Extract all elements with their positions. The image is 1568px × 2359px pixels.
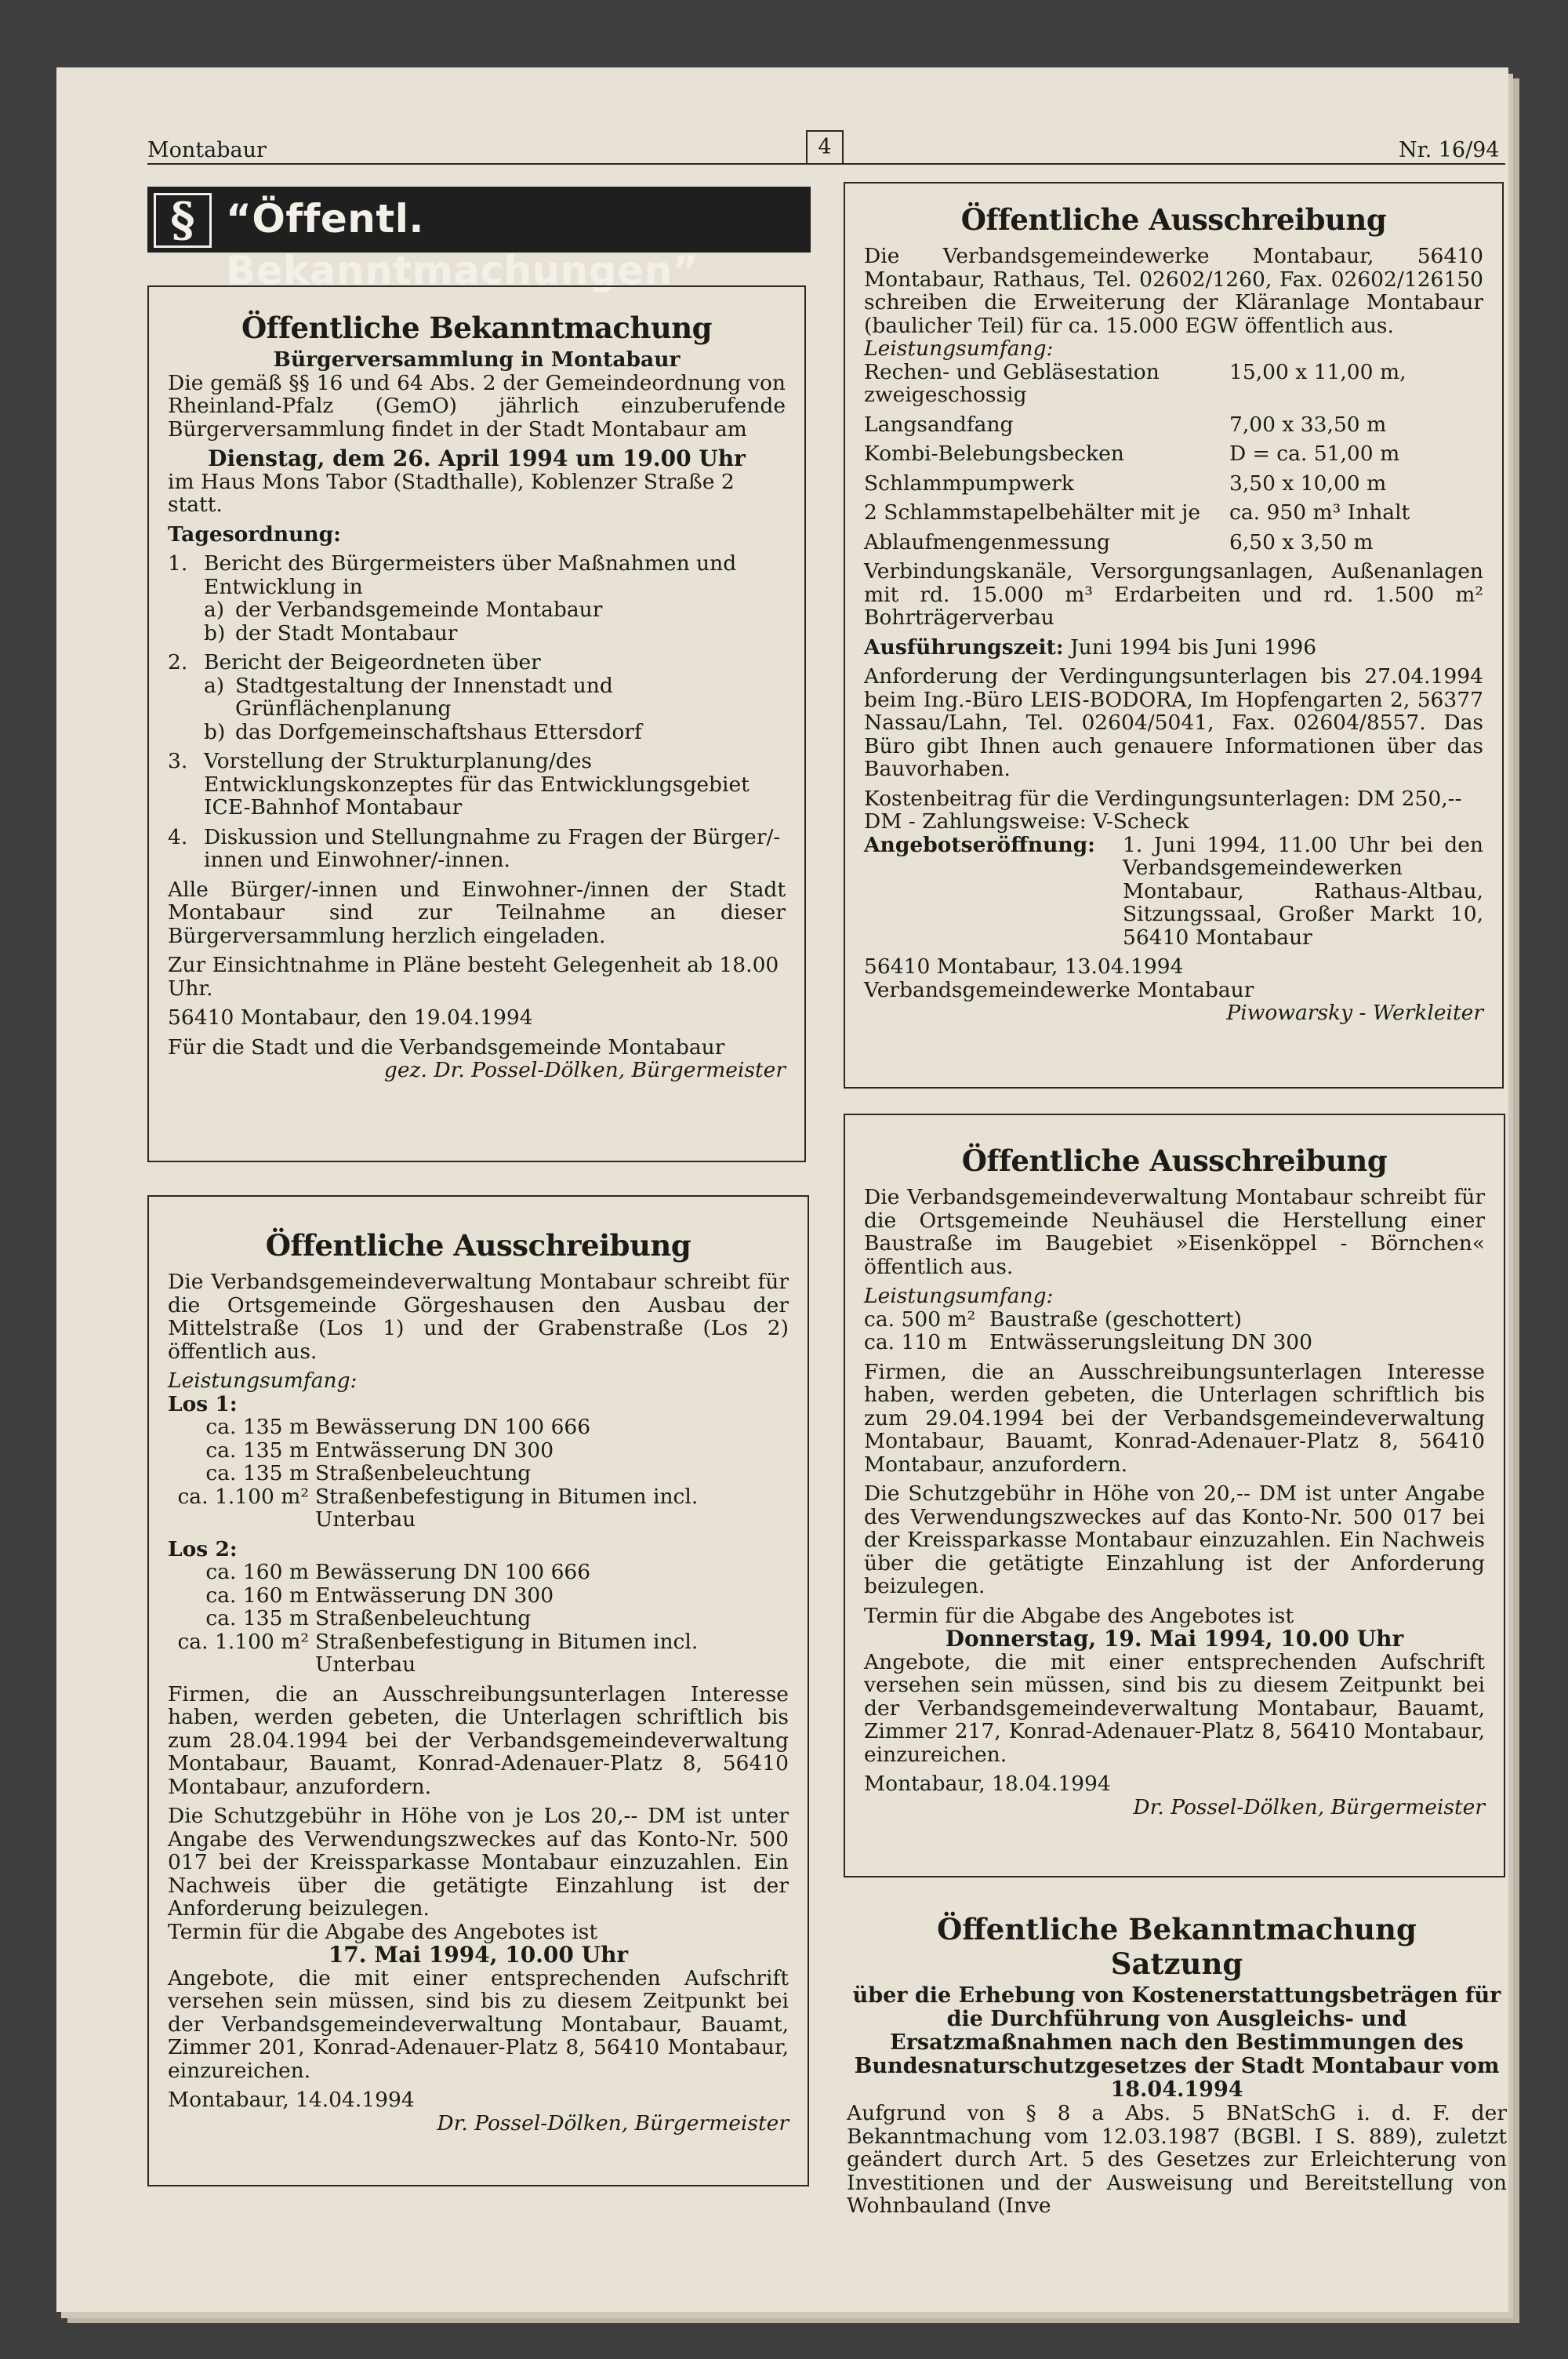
- notice-title: Öffentliche Ausschreibung: [960, 202, 1387, 237]
- fee-text: Die Schutzgebühr in Höhe von 20,-- DM ist unter Angabe des Verwendungszweckes auf das Konto-Nr. 500 017 bei der Kreissparkasse Montabaur einzuzahlen. Ein Nachweis über die getätigte Einzahlung ist der Anforderung beizulegen.: [864, 1481, 1485, 1598]
- issuer: Verbandsgemeindewerke Montabaur: [864, 977, 1254, 1002]
- running-head-right: Nr. 16/94: [1399, 138, 1500, 162]
- notice-intro: Die Verbandsgemeindeverwaltung Montabaur schreibt für die Ortsgemeinde Neuhäusel die Herstellung einer Baustraße im Baugebiet »Eisenköppel - Börnchen« öffentlich aus.: [864, 1185, 1485, 1279]
- running-head-left: Montabaur: [147, 138, 267, 162]
- scope-item: 2 Schlammstapelbehälter mit je ca. 950 m³ Inhalt: [864, 500, 1410, 525]
- scope-label: Leistungsumfang:: [864, 336, 1054, 361]
- opening: Angebotseröffnung: 1. Juni 1994, 11.00 Uhr bei den Verbandsgemeindewerken Montabaur, Rathaus-Altbau, Sitzungssaal, Großer Markt 10, 56410 Montabaur: [864, 832, 1483, 950]
- offers-text: Angebote, die mit einer entsprechenden Aufschrift versehen sein müssen, sind bis zu diesem Zeitpunkt bei der Verbandsgemeindeverwaltung Montabaur, Bauamt, Zimmer 201, Konrad-Adenauer-Platz 8, 56410 Montabaur, einzureichen.: [168, 1965, 789, 2083]
- meeting-date: Dienstag, dem 26. April 1994 um 19.00 Uhr: [208, 445, 746, 471]
- notice-body: Aufgrund von § 8 a Abs. 5 BNatSchG i. d. F. der Bekanntmachung vom 12.03.1987 (BGBl. I S. 889), zuletzt geändert durch Art. 5 des Gesetzes zur Erleichterung von Investitionen und der Ausweisung und Bereitstellung von Wohnbauland (Inve: [847, 2101, 1507, 2218]
- tender-neuhaeusel: [844, 1114, 1505, 1877]
- lot-item: ca. 135 m Entwässerung DN 300: [205, 1438, 554, 1463]
- deadline-label: Termin für die Abgabe des Angebotes ist: [168, 1919, 598, 1944]
- plans-text: Zur Einsichtnahme in Pläne besteht Gelegenheit ab 18.00 Uhr.: [168, 953, 779, 1001]
- agenda-subitem: a) Stadtgestaltung der Innenstadt und Grünflächenplanung: [204, 673, 613, 721]
- signature: Dr. Possel-Dölken, Bürgermeister: [1133, 1794, 1485, 1819]
- notice-title: Öffentliche Bekanntmachung: [937, 1912, 1417, 1946]
- execution-time: Ausführungszeit: Juni 1994 bis Juni 1996: [864, 634, 1317, 660]
- scope-item: ca. 500 m² Baustraße (geschottert): [864, 1307, 1242, 1332]
- agenda-subitem: b) der Stadt Montabaur: [204, 620, 458, 645]
- agenda-item: 1. Bericht des Bürgermeisters über Maßnahmen und Entwicklung in: [168, 551, 737, 599]
- lot-item: ca. 160 m Entwässerung DN 300: [205, 1583, 554, 1608]
- notice-intro: Die Verbandsgemeindeverwaltung Montabaur schreibt für die Ortsgemeinde Görgeshausen den Ausbau der Mittelstraße (Los 1) und der Grabenstraße (Los 2) öffentlich aus.: [168, 1270, 789, 1364]
- scope-item: ca. 110 m Entwässerungsleitung DN 300: [864, 1330, 1313, 1354]
- notice-subtitle: Bürgerversammlung in Montabaur: [273, 347, 681, 372]
- issuer: Für die Stadt und die Verbandsgemeinde Montabaur: [168, 1034, 725, 1060]
- page-number: 4: [806, 130, 844, 165]
- place-date: Montabaur, 14.04.1994: [168, 2088, 415, 2112]
- header-rule-left: [147, 163, 806, 165]
- place-date: 56410 Montabaur, den 19.04.1994: [168, 1005, 533, 1030]
- notice-intro: Die Verbandsgemeindewerke Montabaur, 56410 Montabaur, Rathaus, Tel. 02602/1260, Fax. 02602/126150 schreiben die Erweiterung der Kläranlage Montabaur (baulicher Teil) für ca. 15.000 EGW öffentlich aus.: [864, 244, 1483, 338]
- deadline: Donnerstag, 19. Mai 1994, 10.00 Uhr: [945, 1626, 1404, 1652]
- lot-2-label: Los 2:: [168, 1536, 238, 1561]
- meeting-place: im Haus Mons Tabor (Stadthalle), Koblenzer Straße 2 statt.: [168, 469, 735, 517]
- lot-item: ca. 160 m Bewässerung DN 100 666: [205, 1560, 591, 1584]
- notice-title: Öffentliche Ausschreibung: [265, 1228, 691, 1263]
- lot-item: ca. 135 m Straßenbeleuchtung: [205, 1461, 532, 1485]
- agenda-item: 4. Diskussion und Stellungnahme zu Fragen der Bürger/-innen und Einwohner/-innen.: [168, 824, 781, 872]
- place-date: Montabaur, 18.04.1994: [864, 1772, 1111, 1796]
- fee-text: Die Schutzgebühr in Höhe von je Los 20,-- DM ist unter Angabe des Verwendungszweckes auf das Konto-Nr. 500 017 bei der Kreissparkasse Montabaur einzuzahlen. Ein Nachweis über die getätigte Einzahlung ist der Anforderung beizulegen.: [168, 1804, 789, 1921]
- header-rule-right: [842, 163, 1505, 165]
- tender-goergeshausen: [147, 1195, 809, 2186]
- agenda-item: 3. Vorstellung der Strukturplanung/des Entwicklungskonzeptes für das Entwicklungsgebiet ICE-Bahnhof Montabaur: [168, 749, 750, 820]
- invitation-text: Alle Bürger/-innen und Einwohner-/innen der Stadt Montabaur sind zur Teilnahme an dieser Bürgerversammlung herzlich eingeladen.: [168, 877, 786, 948]
- scope-item: Schlammpumpwerk 3,50 x 10,00 m: [864, 471, 1387, 496]
- scope-item: Rechen- und Gebläsestation zweigeschossig 15,00 x 11,00 m,: [864, 359, 1406, 407]
- notice-statute: [847, 1912, 1507, 2218]
- scope-item: Kombi-Belebungsbecken D = ca. 51,00 m: [864, 442, 1400, 466]
- agenda-item: 2. Bericht der Beigeordneten über: [168, 650, 541, 674]
- agenda-label: Tagesordnung:: [168, 522, 341, 547]
- notice-citizens-meeting: [147, 285, 806, 1162]
- agenda-subitem: b) das Dorfgemeinschaftshaus Ettersdorf: [204, 719, 642, 744]
- scope-item: Langsandfang 7,00 x 33,50 m: [864, 412, 1387, 437]
- section-title: “Öffentl. Bekanntmachungen”: [226, 196, 699, 293]
- notice-title-statute: Satzung: [1110, 1946, 1243, 1981]
- notice-subtitle: über die Erhebung von Kostenerstattungsbeträgen für die Durchführung von Ausgleichs- und Ersatzmaßnahmen nach den Bestimmungen des Bundesnaturschutzgesetzes der Stadt Montabaur vom 18.04.1994: [852, 1983, 1501, 2102]
- scope-label: Leistungsumfang:: [168, 1369, 358, 1393]
- tender-sewage-plant: [844, 182, 1504, 1089]
- deadline: 17. Mai 1994, 10.00 Uhr: [328, 1942, 629, 1968]
- lot-item: ca. 1.100 m² Straßenbefestigung in Bitumen incl. Unterbau: [177, 1484, 699, 1532]
- lot-item: ca. 135 m Straßenbeleuchtung: [205, 1606, 532, 1630]
- offers-text: Angebote, die mit einer entsprechenden Aufschrift versehen sein müssen, sind bis zu diesem Zeitpunkt bei der Verbandsgemeindeverwaltung Montabaur, Bauamt, Zimmer 217, Konrad-Adenauer-Platz 8, 56410 Montabaur, einzureichen.: [864, 1649, 1485, 1767]
- scope-label: Leistungsumfang:: [864, 1284, 1054, 1308]
- paragraph-symbol-icon: §: [154, 193, 212, 248]
- scope-item: Ablaufmengenmessung 6,50 x 3,50 m: [864, 529, 1374, 554]
- lot-item: ca. 135 m Bewässerung DN 100 666: [205, 1415, 591, 1439]
- connections-text: Verbindungskanäle, Versorgungsanlagen, Außenanlagen mit rd. 15.000 m³ Erdarbeiten und rd. 1.500 m² Bohrträgerverbau: [864, 559, 1483, 630]
- place-date: 56410 Montabaur, 13.04.1994: [864, 954, 1184, 979]
- section-rubric: [147, 187, 811, 293]
- lot-1-label: Los 1:: [168, 1391, 238, 1416]
- firms-text: Firmen, die an Ausschreibungsunterlagen Interesse haben, werden gebeten, die Unterlagen schriftlich bis zum 28.04.1994 bei der Verbandsgemeindeverwaltung Montabaur, Bauamt, Konrad-Adenauer-Platz 8, 56410 Montabaur, anzufordern.: [168, 1681, 789, 1799]
- request-text: Anforderung der Verdingungsunterlagen bis 27.04.1994 beim Ing.-Büro LEIS-BODORA, Im Hopfengarten 2, 56377 Nassau/Lahn, Tel. 02604/5041, Fax. 02604/8557. Das Büro gibt Ihnen auch genauere Informationen über das Bauvorhaben.: [864, 664, 1483, 781]
- signature: Dr. Possel-Dölken, Bürgermeister: [437, 2110, 789, 2135]
- lot-item: ca. 1.100 m² Straßenbefestigung in Bitumen incl. Unterbau: [177, 1629, 699, 1677]
- deadline-label: Termin für die Abgabe des Angebotes ist: [864, 1603, 1294, 1628]
- notice-intro: Die gemäß §§ 16 und 64 Abs. 2 der Gemeindeordnung von Rheinland-Pfalz (GemO) jährlich einzuberufende Bürgerversammlung findet in der Stadt Montabaur am: [168, 370, 786, 442]
- notice-title: Öffentliche Ausschreibung: [961, 1143, 1388, 1178]
- agenda-subitem: a) der Verbandsgemeinde Montabaur: [204, 598, 603, 622]
- notice-title: Öffentliche Bekanntmachung: [241, 311, 713, 345]
- firms-text: Firmen, die an Ausschreibungsunterlagen Interesse haben, werden gebeten, die Unterlagen schriftlich bis zum 29.04.1994 bei der Verbandsgemeindeverwaltung Montabaur, Bauamt, Konrad-Adenauer-Platz 8, 56410 Montabaur, anzufordern.: [864, 1359, 1485, 1477]
- cost-text: Kostenbeitrag für die Verdingungsunterlagen: DM 250,-- DM - Zahlungsweise: V-Scheck: [864, 786, 1462, 834]
- signature: Piwowarsky - Werkleiter: [1226, 1001, 1483, 1025]
- signature: gez. Dr. Possel-Dölken, Bürgermeister: [383, 1058, 786, 1082]
